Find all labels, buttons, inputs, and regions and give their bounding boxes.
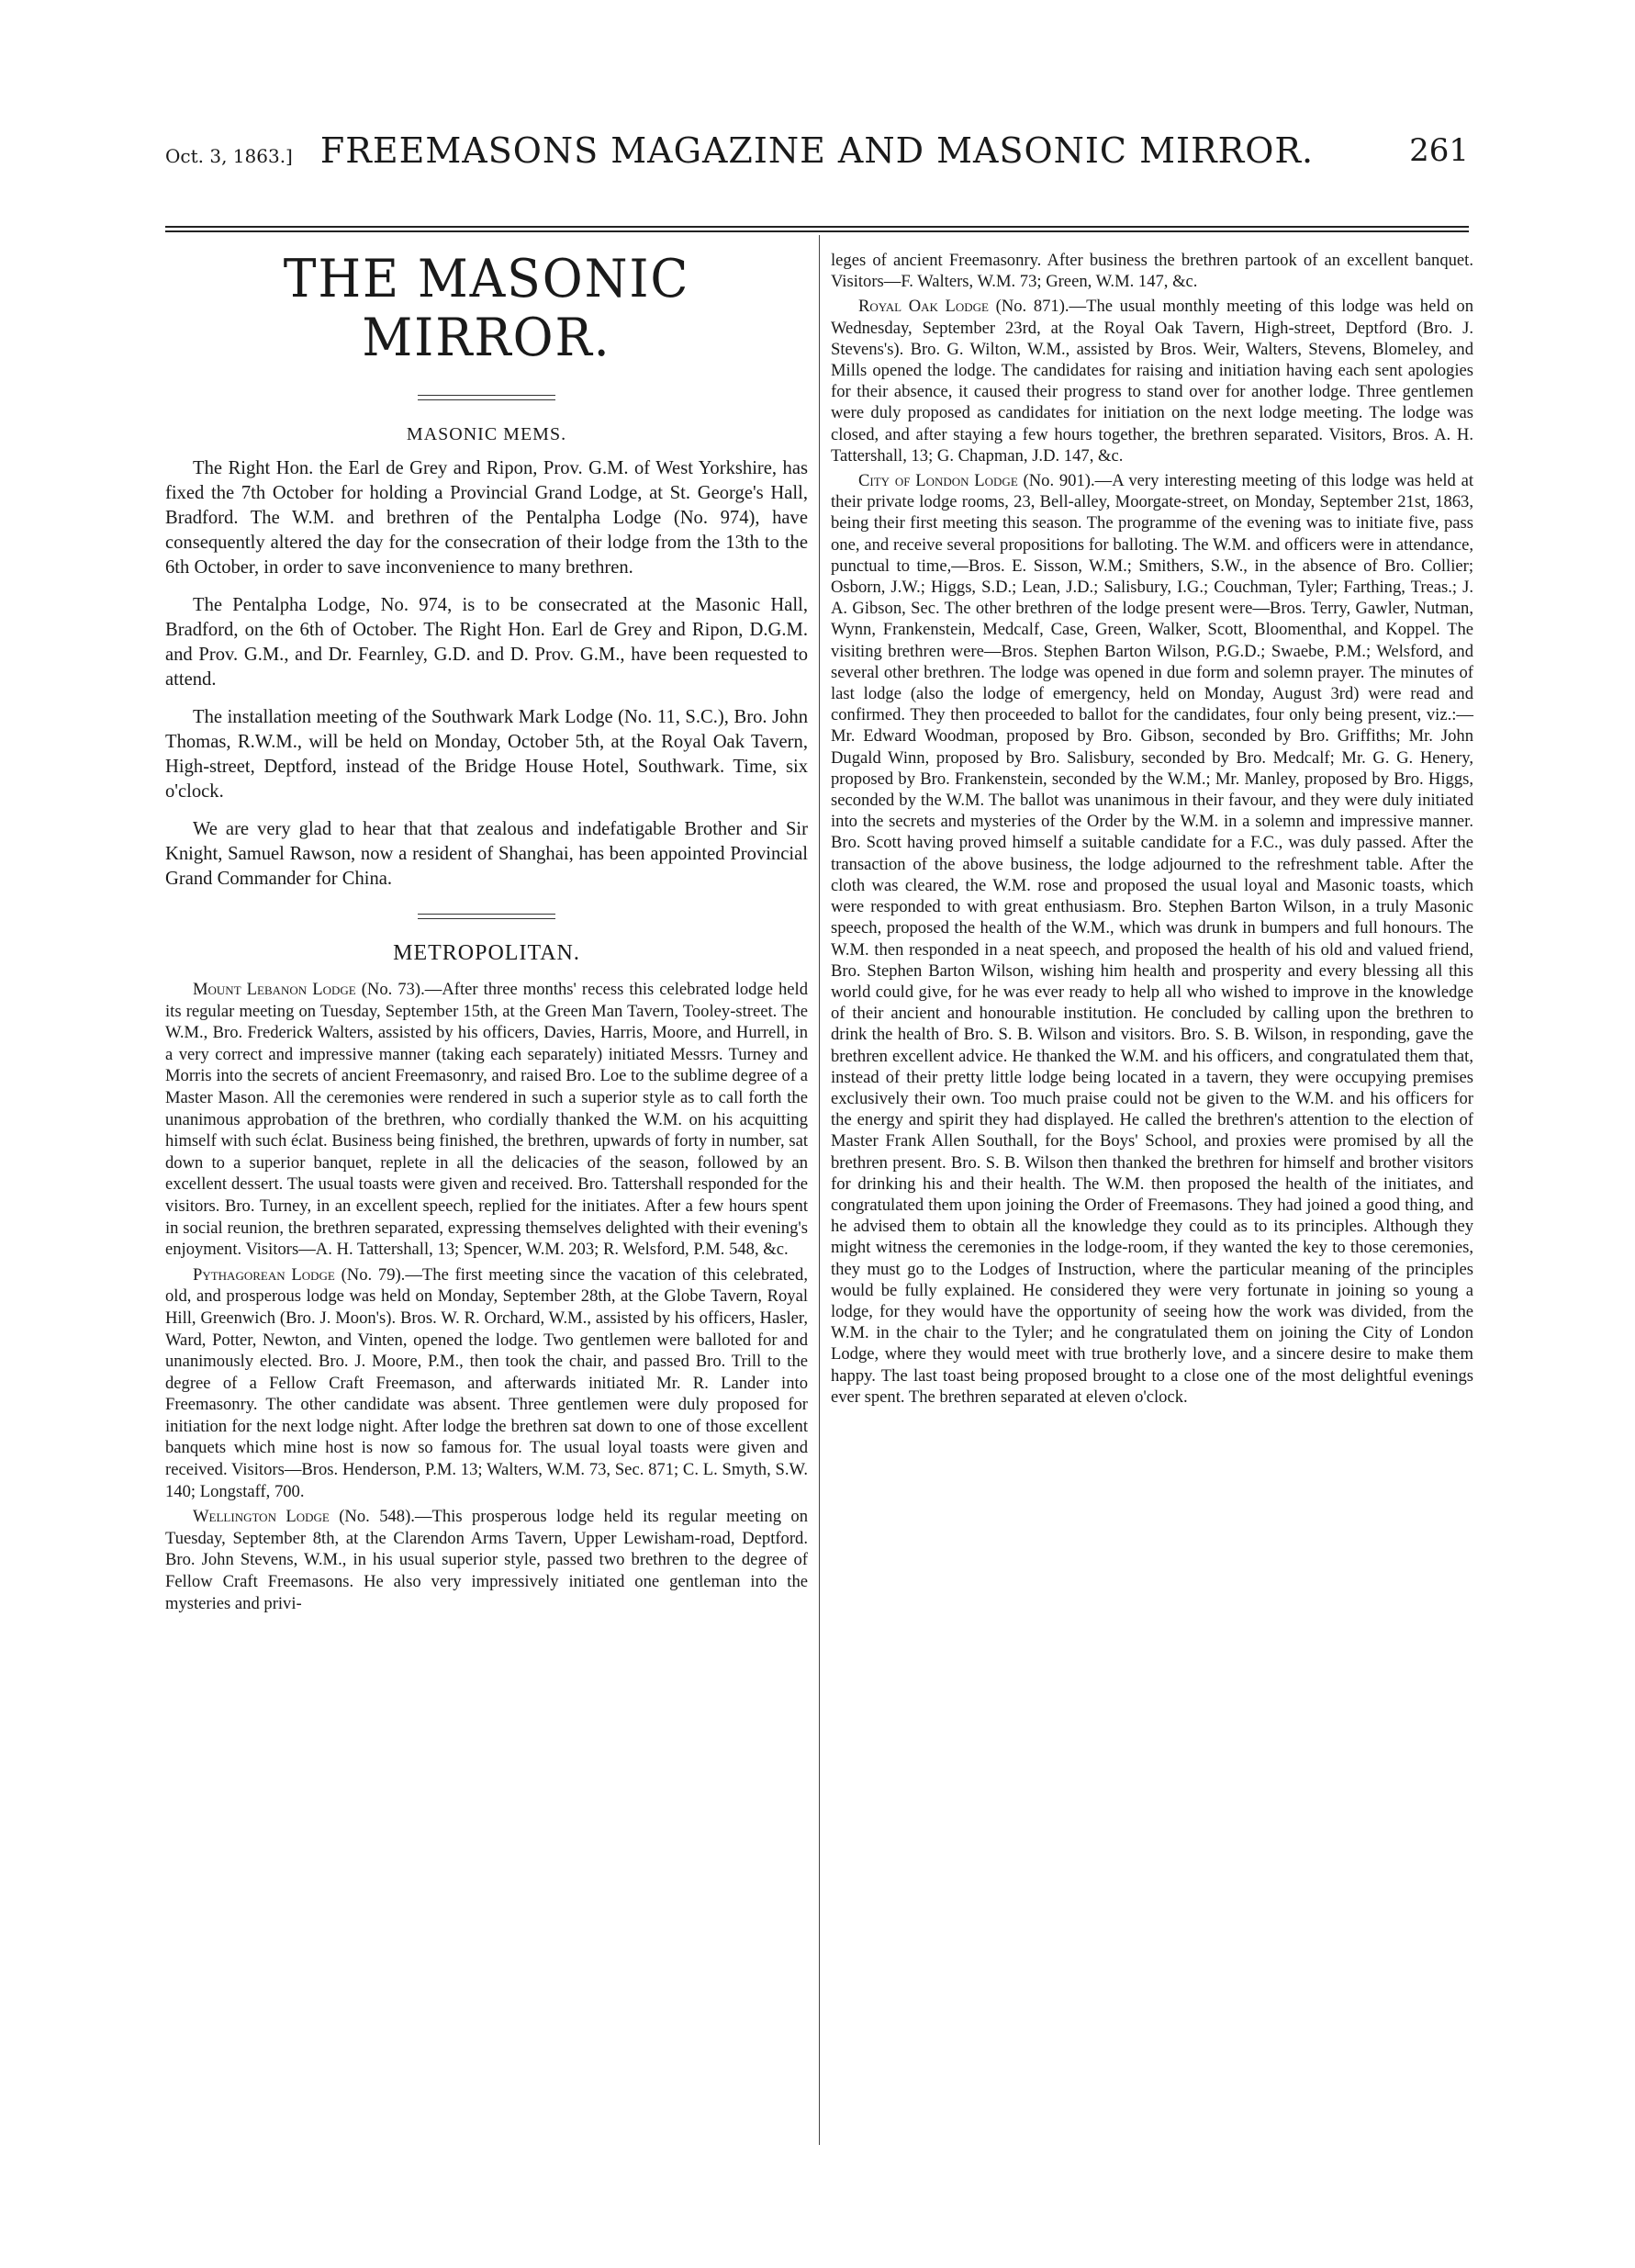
masthead: FREEMASONS MAGAZINE AND MASONIC MIRROR.: [319, 130, 1315, 171]
lodge-name: City of London Lodge: [858, 471, 1018, 491]
lodge-report-mount-lebanon: [165, 979, 808, 1261]
lodge-name: Mount Lebanon Lodge: [193, 980, 356, 999]
lodge-report-text: (No. 79).—The first meeting since the vacation of this celebrated, old, and prosperous lodge was held on Monday, September 28th, at the Globe Tavern, Royal Hill, Greenwich (Bro. J. Moon's). Bros. W. R. Orchard, W.M., assisted by his officers, Hasler, Ward, Potter, Newton, and Vinten, opened the lodge. Two gentlemen were balloted for and unanimously elected. Bro. J. Moore, P.M., then took the chair, and passed Bro. Trill to the degree of a Fellow Craft Freemason, and afterwards initiated Mr. R. Lander into Freemasonry. The other candidate was absent. Three gentlemen were duly proposed for initiation for the next lodge night. After lodge the brethren sat down to one of those excellent banquets which mine host is now so famous for. The usual loyal toasts were given and received. Visitors—Bros. Henderson, P.M. 13; Walters, W.M. 73, Sec. 871; C. L. Smyth, S.W. 140; Longstaff, 700.: [165, 1264, 808, 1501]
metro-rule: [418, 914, 555, 915]
issue-date: Oct. 3, 1863.]: [165, 145, 293, 167]
left-column: [165, 250, 808, 1618]
lodge-report-pythagorean: [165, 1264, 808, 1503]
lodge-report-royal-oak: [831, 296, 1473, 466]
page-number: 261: [1409, 132, 1469, 169]
lodge-report-text: (No. 73).—After three months' recess this celebrated lodge held its regular meeting on Tuesday, September 15th, at the Green Man Tavern, Tooley-street. The W.M., Bro. Frederick Walters, assisted by his officers, Davies, Harris, Moore, and Hurrell, in a very correct and impressive manner (taking each separately) initiated Messrs. Turney and Morris into the secrets of ancient Freemasonry, and raised Bro. Loe to the sublime degree of a Master Mason. All the ceremonies were rendered in such a superior style as to call forth the unanimous approbation of the brethren, who cordially thanked the W.M. on his acquitting himself with such éclat. Business being finished, the brethren, upwards of forty in number, sat down to a superior banquet, replete in all the delicacies of the season, followed by an excellent dessert. The usual toasts were given and received. Bro. Tattershall responded for the visitors. Bro. Turney, in an excellent speech, replied for the initiates. After a few hours spent in social reunion, the brethren separated, expressing themselves delighted with their evening's enjoyment. Visitors—A. H. Tattershall, 13; Spencer, W.M. 203; R. Welsford, P.M. 548, &c.: [165, 980, 809, 1260]
page-header: [165, 127, 1469, 178]
mems-paragraph: We are very glad to hear that that zealous and indefatigable Brother and Sir Knight, Samuel Rawson, now a resident of Shanghai, has been appointed Provincial Grand Commander for China.: [165, 819, 808, 889]
header-rule-second: [165, 230, 1469, 232]
lodge-report-text: (No. 871).—The usual monthly meeting of this lodge was held on Wednesday, September 23rd, at the Royal Oak Tavern, High-street, Deptford (Bro. J. Stevens's). Bro. G. Wilton, W.M., assisted by Bros. Weir, Walters, Stevens, Blomeley, and Mills opened the lodge. The candidates for raising and initiation having each sent apologies for their absence, it caused their progress to stand over for another lodge. Three gentlemen were duly proposed as candidates for initiation on the next lodge meeting. The lodge was closed, and after staying a few hours together, the brethren separated. Visitors, Bros. A. H. Tattershall, 13; G. Chapman, J.D. 147, &c.: [831, 297, 1474, 466]
mems-heading: MASONIC MEMS.: [406, 424, 567, 444]
lodge-report-city-of-london: [831, 470, 1473, 1408]
metro-rule-second: [418, 918, 555, 919]
lodge-report-text: (No. 901).—A very interesting meeting of this lodge was held at their private lodge rooms, 23, Bell-alley, Moorgate-street, on Monday, September 21st, 1863, being their first meeting this season. The programme of the evening was to initiate five, pass one, and receive several propositions for balloting. The W.M. and officers were in attendance, punctual to time,—Bros. E. Sisson, W.M.; Smithers, S.W., in the absence of Bro. Collier; Osborn, J.W.; Higgs, S.D.; Lean, J.D.; Salisbury, I.G.; Couchman, Tyler; Farthing, Treas.; J. A. Gibson, Sec. The other brethren of the lodge present were—Bros. Terry, Gawler, Nutman, Wynn, Frankenstein, Medcalf, Case, Green, Walker, Scott, Bloomenthal, and Koppel. The visiting brethren were—Bros. Stephen Barton Wilson, P.G.D.; Swaebe, P.M.; Welsford, and several other brethren. The lodge was opened in due form and solemn prayer. The minutes of last lodge (also the lodge of emergency, held on Monday, August 3rd) were read and confirmed. They then proceeded to ballot for the candidates, four only being present, viz.:—Mr. Edward Woodman, proposed by Bro. Gibson, seconded by Bro. Griffiths; Mr. John Dugald Winn, proposed by Bro. Salisbury, seconded by Bro. Medcalf; Mr. G. G. Henery, proposed by Bro. Frankenstein, seconded by the W.M.; Mr. Manley, proposed by Bro. Higgs, seconded by the W.M. The ballot was unanimous in their favour, and they were duly initiated into the secrets and mysteries of the Order by the W.M. in a solemn and impressive manner. Bro. Scott having proved himself a suitable candidate for a F.C., was duly passed. After the transaction of the above business, the lodge adjourned to the refreshment table. After the cloth was cleared, the W.M. rose and proposed the usual loyal and Masonic toasts, which were responded to with great enthusiasm. Bro. Stephen Barton Wilson, in a truly Masonic speech, proposed the health of the W.M., which was drunk in bumpers and full honours. The W.M. then responded in a neat speech, and proposed the health of his old and valued friend, Bro. Stephen Barton Wilson, wishing him health and prosperity and every blessing all this world could give, for he was ever ready to help all who wished to improve in the knowledge of their ancient and honourable institution. He concluded by calling upon the brethren to drink the health of Bro. S. B. Wilson and visitors. Bro. S. B. Wilson, in responding, gave the brethren excellent advice. He thanked the W.M. and his officers, and congratulated them that, instead of their pretty little lodge being located in a tavern, they were occupying premises exclusively their own. Too much praise could not be given to the W.M. and his officers for the energy and spirit they had displayed. He called the brethren's attention to the election of Master Frank Allen Southall, for the Boys' School, and proxies were promised by all the brethren present. Bro. S. B. Wilson then thanked the brethren for himself and brother visitors for drinking his and their health. The W.M. then proposed the health of the initiates, and congratulated them upon joining the Order of Freemasons. They had joined a good thing, and he advised them to obtain all the knowledge they could as to its principles. Although they might witness the ceremonies in the lodge-room, if they wanted the key to those ceremonies, they must go to the Lodges of Instruction, where the particular meaning of the principles would be fully explained. He considered they were very fortunate in joining so young a lodge, for they would have the opportunity of seeing how the work was divided, from the W.M. in the chair to the Tyler; and he congratulated them on joining the City of London Lodge, where they would meet with true brotherly love, and a sincere desire to make them happy. The last toast being proposed brought to a close one of the most delightful evenings ever spent. The brethren separated at eleven o'clock.: [831, 471, 1473, 1407]
lodge-name: Pythagorean Lodge: [193, 1264, 335, 1285]
section-title: THE MASONIC MIRROR.: [283, 249, 690, 368]
mems-paragraph: The Right Hon. the Earl de Grey and Ripon, Prov. G.M. of West Yorkshire, has fixed the 7th October for holding a Provincial Grand Lodge, at St. George's Hall, Bradford. The W.M. and brethren of the Pentalpha Lodge (No. 974), have consequently altered the day for the consecration of their lodge from the 13th to the 6th October, in order to save inconvenience to many brethren.: [165, 458, 808, 578]
lodge-name: Royal Oak Lodge: [858, 297, 989, 317]
column-divider: [819, 235, 820, 2145]
mems-paragraph: The Pentalpha Lodge, No. 974, is to be consecrated at the Masonic Hall, Bradford, on the 6th of October. The Right Hon. Earl de Grey and Ripon, D.G.M. and Prov. G.M., and Dr. Fearnley, G.D. and D. Prov. G.M., have been requested to attend.: [165, 595, 808, 690]
right-column: [831, 250, 1473, 1411]
metropolitan-heading: METROPOLITAN.: [393, 941, 580, 965]
lodge-report-text: (No. 548).—This prosperous lodge held its regular meeting on Tuesday, September 8th, at the Clarendon Arms Tavern, Upper Lewisham-road, Deptford. Bro. John Stevens, W.M., in his usual superior style, passed two brethren to the degree of Fellow Craft Freemasons. He also very impressively initiated one gentleman into the mysteries and privi-: [165, 1507, 808, 1613]
lodge-report-wellington: [165, 1506, 808, 1614]
header-rule: [165, 226, 1469, 228]
title-rule-second: [418, 399, 555, 400]
continued-paragraph: leges of ancient Freemasonry. After business the brethren partook of an excellent banquet. Visitors—F. Walters, W.M. 73; Green, W.M. 147, &c.: [831, 251, 1473, 292]
mems-paragraph: The installation meeting of the Southwark Mark Lodge (No. 11, S.C.), Bro. John Thomas, R.W.M., will be held on Monday, October 5th, at the Royal Oak Tavern, High-street, Deptford, instead of the Bridge House Hotel, Southwark. Time, six o'clock.: [165, 707, 808, 802]
lodge-name: Wellington Lodge: [193, 1507, 330, 1527]
title-rule: [418, 395, 555, 396]
